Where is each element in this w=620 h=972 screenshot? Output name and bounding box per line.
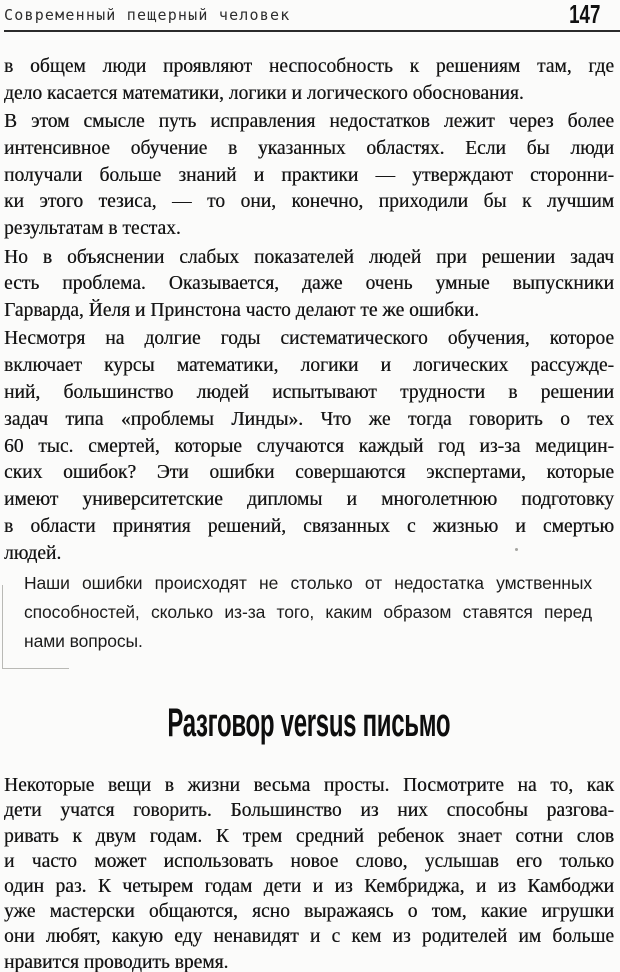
text-line: способностей, сколько из-за того, каким образом ставятся перед [24, 602, 592, 623]
paragraph [4, 109, 614, 243]
text-line: ских ошибок? Эти ошибки совершаются экспертами, которые [4, 462, 614, 484]
text-line: нравится проводить время. [4, 951, 229, 972]
paragraph [4, 245, 614, 325]
paragraph [4, 773, 614, 972]
text-line: интенсивное обучение в указанных областях. Если бы люди [4, 137, 614, 159]
text-line: дети учатся говорить. Большинство из них способны разгова- [4, 800, 614, 822]
text-line: они любят, какую еду ненавидят и с кем из родителей им больше [4, 926, 614, 948]
text-line: дело касается математики, логики и логического обоснования. [4, 82, 524, 104]
text-line: уже мастерски общаются, ясно выражаясь о том, какие игрушки [4, 901, 614, 923]
scan-speck-artifact [515, 548, 518, 551]
text-line: людей. [4, 542, 62, 564]
text-line: Гарварда, Йеля и Принстона часто делают те же ошибки. [4, 300, 479, 322]
text-line: нами вопросы. [24, 631, 143, 652]
quote-block [4, 569, 614, 656]
text-line: в общем люди проявляют неспособность к решениям там, где [4, 56, 614, 77]
text-line: в области принятия решений, связанных с жизнью и смертью [4, 516, 614, 538]
running-title: Современный пещерный человек [4, 6, 291, 24]
text-line: включает курсы математики, логики и логических рассужде- [4, 355, 614, 377]
text-line: есть проблема. Оказывается, даже очень умные выпускники [4, 273, 614, 295]
text-line: задач типа «проблемы Линды». Что же тогда говорить о тех [4, 408, 614, 430]
paragraph [4, 54, 614, 108]
text-line: имеют университетские дипломы и многолетнюю подготовку [4, 489, 614, 511]
text-line: и часто может использовать новое слово, услышав его только [4, 850, 614, 872]
page-number: 147 [568, 0, 600, 29]
text-line: Наши ошибки происходят не столько от недостатка умственных [24, 573, 592, 594]
text-line: результатам в тестах. [4, 218, 181, 240]
header-rule [4, 30, 620, 32]
text-line: В этом смысле путь исправления недостатков лежит через более [4, 111, 614, 133]
text-line: один раз. К четырем годам дети и из Кембриджа, и из Камбоджи [4, 875, 614, 897]
text-line: Некоторые вещи в жизни весьма просты. Посмотрите на то, как [4, 775, 614, 797]
section-heading [4, 700, 614, 755]
text-line: ривать к двум годам. К трем средний ребенок знает сотни слов [4, 825, 614, 847]
text-line: ки этого тезиса, — то они, конечно, приходили бы к лучшим [4, 191, 614, 213]
text-line: Несмотря на долгие годы систематического обучения, которое [4, 328, 614, 350]
page-header [0, 0, 620, 32]
text-line: 60 тыс. смертей, которые случаются каждый год из-за медицин- [4, 435, 614, 457]
paragraph [4, 326, 614, 567]
section-heading-text: Разговор versus письмо [167, 701, 451, 746]
text-line: получали больше знаний и практики — утверждают сторонни- [4, 164, 614, 186]
text-line: ний, большинство людей испытывают трудности в решении [4, 382, 614, 404]
page-body [0, 32, 620, 972]
text-line: Но в объяснении слабых показателей людей при решении задач [4, 246, 614, 268]
